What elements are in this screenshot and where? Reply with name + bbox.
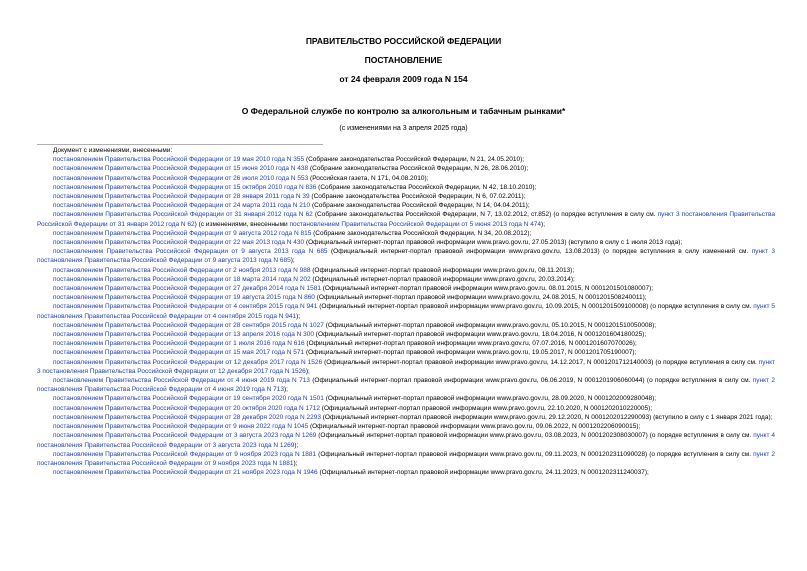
amendment-item [37,431,775,449]
amendment-item [37,238,775,247]
amendment-source-text: ); [293,459,298,467]
amendment-item [37,192,775,201]
amendment-source-text: (Официальный интернет-портал правовой информации www.pravo.gov.ru, 19.05.2017, N 0001201705190007); [304,349,637,357]
amendment-link[interactable]: постановлением Правительства Российской Федерации от 5 июня 2013 года N 474 [289,220,542,228]
amendment-item [37,413,775,422]
amendment-link[interactable]: постановлением Правительства Российской Федерации от 15 октября 2010 года N 836 [53,183,317,191]
amendment-source-text: ) (с изменениями, внесенными [194,220,290,228]
amendment-item [37,284,775,293]
amendment-source-text: (Собрание законодательства Российской Федерации, N 34, 20.08.2012); [311,229,532,237]
amendment-link[interactable]: постановлением Правительства Российской Федерации от 18 марта 2014 года N 202 [53,275,311,283]
amendment-item [37,422,775,431]
amendments-items [37,155,775,477]
amendment-source-text: (Собрание законодательства Российской Федерации, N 6, 07.02.2011); [309,193,526,201]
amendment-link[interactable]: постановлением Правительства Российской Федерации от 2 ноября 2013 года N 988 [53,266,311,274]
amendment-item [37,275,775,284]
amendment-link[interactable]: постановлением Правительства Российской Федерации от 15 июня 2010 года N 438 [53,165,309,173]
amendment-link[interactable]: пункт 4 постановления Правительства Российской Федерации от 3 августа 2023 года N 1269 [37,432,775,449]
amendment-source-text: (Официальный интернет-портал правовой информации www.pravo.gov.ru, 28.09.2020, N 0001202009280048); [323,395,657,403]
amendment-source-text: (Официальный интернет-портал правовой информации www.pravo.gov.ru, 13.08.2013) (о порядке вступления в силу изменений см. [327,248,752,256]
amendment-source-text: (Официальный интернет-портал правовой информации www.pravo.gov.ru, 06.06.2019, N 0001201906060044) (о порядке вступления в силу см. [309,377,753,385]
document-type-heading: ПОСТАНОВЛЕНИЕ [364,55,443,65]
amendment-source-text: (Официальный интернет-портал правовой информации www.pravo.gov.ru, 29.12.2020, N 0001202012290093) (вступило в силу с 1 января 2021 года); [320,413,773,421]
amendment-item [37,339,775,348]
amendment-link[interactable]: постановлением Правительства Российской Федерации от 9 июня 2022 года N 1045 [53,423,309,431]
amendment-item [37,183,775,192]
amendment-link[interactable]: постановлением Правительства Российской Федерации от 3 августа 2023 года N 1269 [53,432,317,440]
amendment-link[interactable]: постановлением Правительства Российской Федерации от 4 июня 2019 года N 713 [53,377,310,385]
amendment-link[interactable]: пункт 2 постановления Правительства Российской Федерации от 9 ноября 2023 года N 1881 [37,450,775,467]
amendment-source-text: (Официальный интернет-портал правовой информации www.pravo.gov.ru, 20.03.2014); [310,275,575,283]
document-title: О Федеральной службе по контролю за алкогольным и табачным рынками* [241,106,566,116]
amendment-source-text: ); [305,367,310,375]
amendment-link[interactable]: пункт 2 постановления Правительства Российской Федерации от 4 июня 2019 года N 713 [37,377,775,394]
amendment-source-text: (Официальный интернет-портал правовой информации www.pravo.gov.ru, 09.06.2022, N 0001202206090015); [308,423,641,431]
amendment-link[interactable]: пункт 5 постановления Правительства Российской Федерации от 4 сентября 2015 года N 941 [37,303,775,320]
revision-note: (с изменениями на 3 апреля 2025 года) [339,125,468,132]
amendments-intro: Документ с изменениями, внесенными: [53,147,173,154]
amendment-link[interactable]: постановлением Правительства Российской Федерации от 28 сентября 2015 года N 1027 [53,321,324,329]
amendment-source-text: ); [294,441,299,449]
amendment-item [37,201,775,210]
amendment-link[interactable]: постановлением Правительства Российской Федерации от 9 августа 2012 года N 815 [53,229,312,237]
government-heading: ПРАВИТЕЛЬСТВО РОССИЙСКОЙ ФЕДЕРАЦИИ [305,36,502,46]
amendment-link[interactable]: постановлением Правительства Российской Федерации от 21 ноября 2023 года N 1946 [53,469,318,477]
amendment-source-text: (Официальный интернет-портал правовой информации www.pravo.gov.ru, 09.11.2023, N 0001202311090028) (о порядке вступления в силу см. [316,450,754,458]
amendment-source-text: (Официальный интернет-портал правовой информации www.pravo.gov.ru, 08.11.2013); [310,266,575,274]
amendment-source-text: (Официальный интернет-портал правовой информации www.pravo.gov.ru, 10.09.2015, N 0001201509100008) (о порядке вступления в силу см. [317,303,754,311]
amendment-source-text: (Собрание законодательства Российской Федерации, N 14, 04.04.2011); [310,202,530,210]
amendment-source-text: (Собрание законодательства Российской Федерации, N 21, 24.05.2010); [304,156,525,164]
amendment-link[interactable]: постановлением Правительства Российской Федерации от 20 октября 2020 года N 1712 [53,404,320,412]
amendment-source-text: (Собрание законодательства Российской Федерации, N 42, 18.10.2010); [316,183,537,191]
amendment-source-text: (Официальный интернет-портал правовой информации www.pravo.gov.ru, 05.10.2015, N 0001201510050008); [323,321,657,329]
amendment-link[interactable]: постановлением Правительства Российской Федерации от 28 января 2011 года N 39 [53,193,310,201]
amendment-item [37,302,775,320]
amendment-source-text: ); [290,257,295,265]
amendment-item [37,155,775,164]
amendment-link[interactable]: пункт 3 постановления Правительства Российской Федерации от 31 января 2012 года N 62 [37,211,776,228]
amendment-item [37,266,775,275]
amendment-item [37,348,775,357]
amendments-list [37,146,775,477]
amendment-link[interactable]: постановлением Правительства Российской Федерации от 1 июля 2016 года N 616 [53,340,305,348]
amendment-item [37,174,775,183]
amendment-link[interactable]: постановлением Правительства Российской Федерации от 19 августа 2015 года N 860 [53,294,315,302]
amendment-link[interactable]: постановлением Правительства Российской Федерации от 12 декабря 2017 года N 1526 [53,358,323,366]
amendment-link[interactable]: постановлением Правительства Российской Федерации от 22 мая 2013 года N 430 [53,239,305,247]
amendment-source-text: (Официальный интернет-портал правовой информации www.pravo.gov.ru, 14.12.2017, N 0001201712140003) (о порядке вступления в силу см. [322,358,759,366]
amendment-source-text: (Официальный интернет-портал правовой информации www.pravo.gov.ru, 08.01.2015, N 0001201501080007); [320,285,654,293]
amendment-link[interactable]: постановлением Правительства Российской Федерации от 26 июля 2010 года N 553 [53,174,309,182]
amendment-link[interactable]: постановлением Правительства Российской Федерации от 19 сентября 2020 года N 1501 [53,395,324,403]
amendment-source-text: (Официальный интернет-портал правовой информации www.pravo.gov.ru, 18.04.2016, N 0001201604180025); [314,331,647,339]
amendment-source-text: (Официальный интернет-портал правовой информации www.pravo.gov.ru, 24.08.2015, N 0001201508240011); [314,294,647,302]
amendment-link[interactable]: постановлением Правительства Российской Федерации от 27 декабря 2014 года N 1581 [53,285,321,293]
amendment-link[interactable]: пункт 3 постановления Правительства Российской Федерации от 12 декабря 2017 года N 1526 [37,358,775,375]
amendment-item [37,330,775,339]
amendment-item [37,247,775,265]
amendment-item [37,450,775,468]
header-divider [37,144,323,145]
amendment-source-text: (Официальный интернет-портал правовой информации www.pravo.gov.ru, 03.08.2023, N 0001202308030007) (о порядке вступления в силу см. [316,432,754,440]
amendment-link[interactable]: постановлением Правительства Российской Федерации от 24 марта 2011 года N 210 [53,202,311,210]
amendment-link[interactable]: постановлением Правительства Российской Федерации от 9 августа 2013 года N 685 [53,248,328,256]
amendment-link[interactable]: постановлением Правительства Российской Федерации от 15 мая 2017 года N 571 [53,349,305,357]
amendment-item [37,376,775,394]
amendment-link[interactable]: пункт 3 постановления Правительства Российской Федерации от 9 августа 2013 года N 685 [37,248,775,265]
amendment-source-text: ); [541,220,546,228]
amendment-source-text: (Официальный интернет-портал правовой информации www.pravo.gov.ru, 07.07.2016, N 0001201607070026); [304,340,637,348]
document-date-number: от 24 февраля 2009 года N 154 [339,74,468,84]
amendment-item [37,293,775,302]
amendment-link[interactable]: постановлением Правительства Российской Федерации от 13 апреля 2016 года N 300 [53,331,314,339]
amendment-source-text: ); [283,386,288,394]
amendment-source-text: (Официальный интернет-портал правовой информации www.pravo.gov.ru, 22.10.2020, N 0001202010220005); [319,404,653,412]
amendment-source-text: (Российская газета, N 171, 04.08.2010); [308,174,429,182]
amendment-link[interactable]: постановлением Правительства Российской Федерации от 31 января 2012 года N 62 [53,211,313,219]
amendment-item [37,210,775,228]
amendment-item [37,229,775,238]
amendment-item [37,394,775,403]
amendment-link[interactable]: постановлением Правительства Российской Федерации от 19 мая 2010 года N 355 [53,156,305,164]
amendment-source-text: (Собрание законодательства Российской Федерации, N 7, 13.02.2012, ст.852) (о порядке вступления в силу см. [312,211,658,219]
amendment-item [37,358,775,376]
amendment-link[interactable]: постановлением Правительства Российской Федерации от 9 ноября 2023 года N 1881 [53,450,317,458]
amendment-item [37,321,775,330]
amendment-item [37,404,775,413]
amendment-source-text: ); [296,312,301,320]
amendment-source-text: (Собрание законодательства Российской Федерации, N 26, 28.06.2010); [308,165,529,173]
amendment-link[interactable]: постановлением Правительства Российской Федерации от 28 декабря 2020 года N 2293 [53,413,321,421]
amendment-link[interactable]: постановлением Правительства Российской Федерации от 4 сентября 2015 года N 941 [53,303,318,311]
amendment-item [37,468,775,477]
amendment-item [37,164,775,173]
amendment-source-text: (Официальный интернет-портал правовой информации www.pravo.gov.ru, 24.11.2023, N 0001202311240037); [317,469,649,477]
amendment-source-text: (Официальный интернет-портал правовой информации www.pravo.gov.ru, 27.05.2013) (вступило в силу с 1 июля 2013 года); [304,239,683,247]
